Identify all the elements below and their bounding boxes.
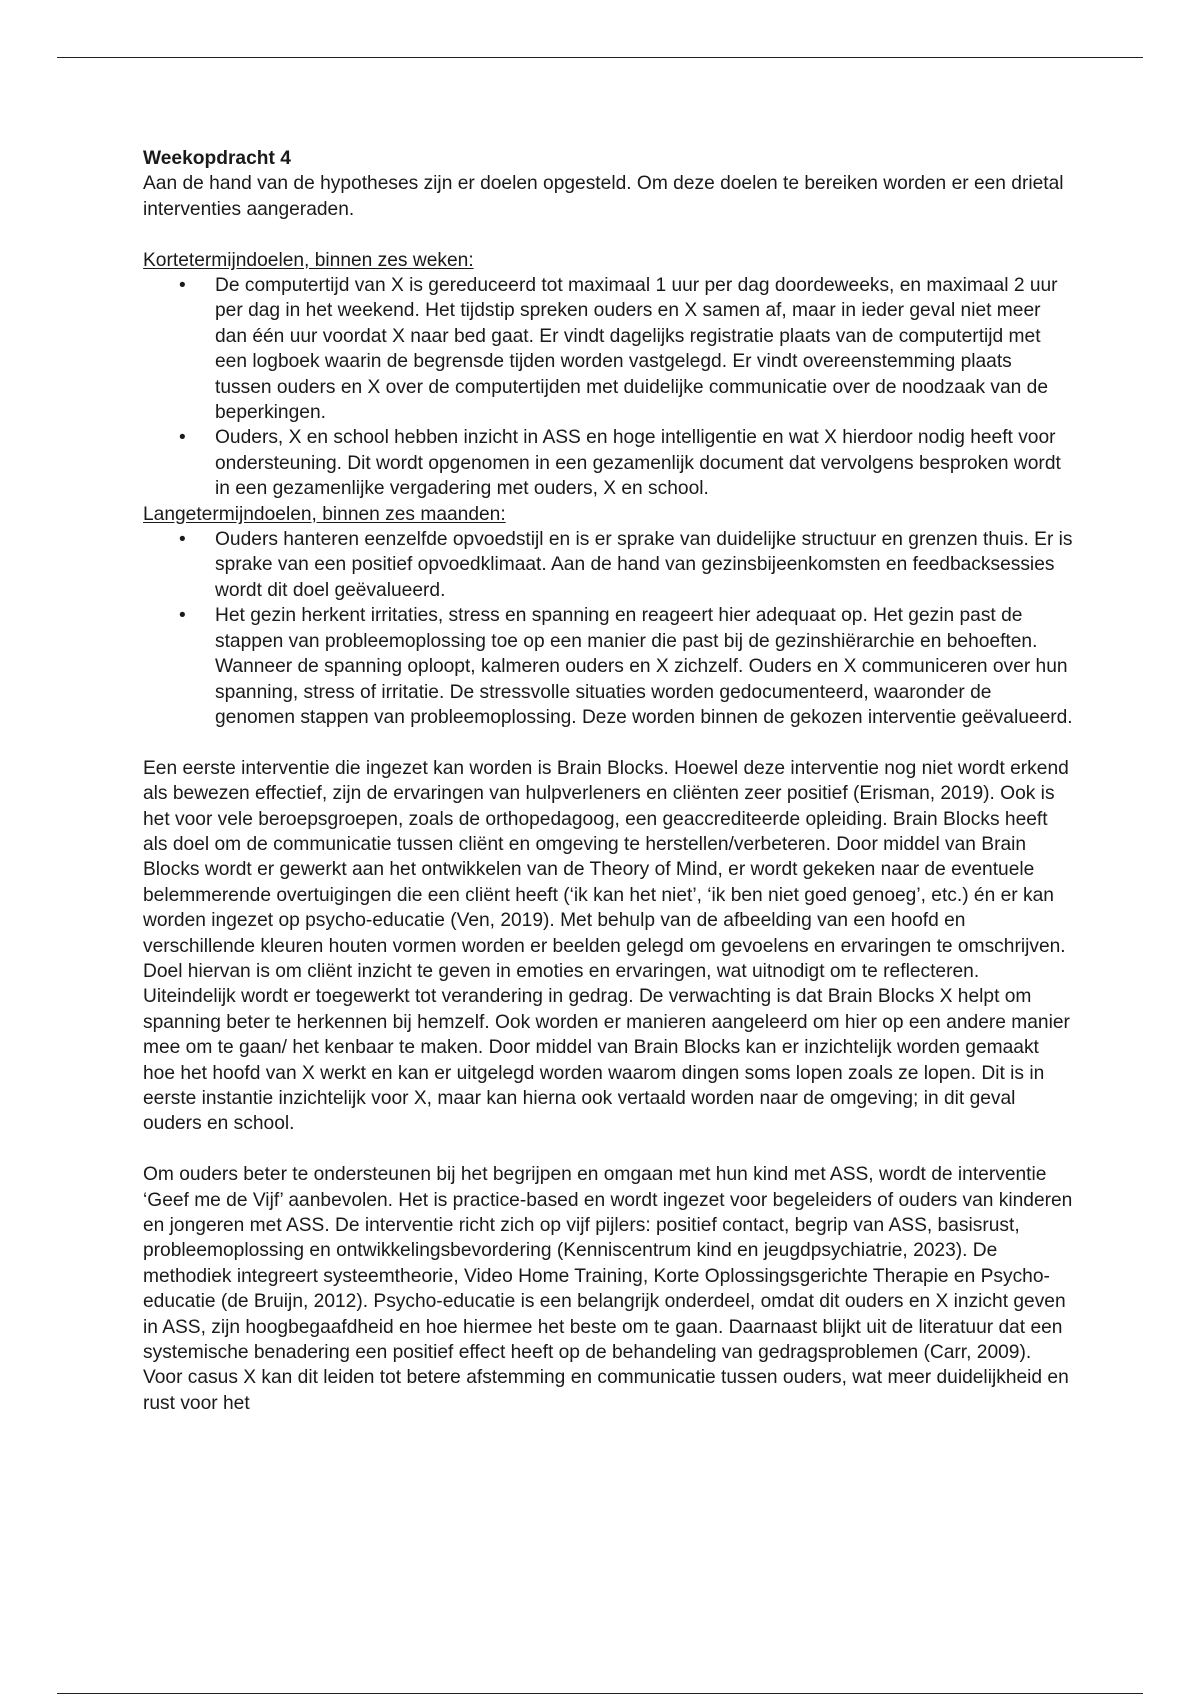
spacer <box>143 222 1073 247</box>
list-item: • Ouders, X en school hebben inzicht in ASS en hoge intelligentie en wat X hierdoor nodig heeft voor ondersteuning. Dit wordt opgenomen in een gezamenlijk document dat vervolgens besproken wordt in een gezamenlijke vergadering met ouders, X en school. <box>215 425 1073 501</box>
brain-blocks-paragraph: Een eerste interventie die ingezet kan worden is Brain Blocks. Hoewel deze interventie nog niet wordt erkend als bewezen effectief, zijn de ervaringen van hulpverleners en cliënten zeer positief (Erisman, 2019). Ook is het voor vele beroepsgroepen, zoals de orthopedagoog, een geaccrediteerde opleiding. Brain Blocks heeft als doel om de communicatie tussen cliënt en omgeving te herstellen/verbeteren. Door middel van Brain Blocks wordt er gewerkt aan het ontwikkelen van de Theory of Mind, er wordt gekeken naar de eventuele belemmerende overtuigingen die een cliënt heeft (‘ik kan het niet’, ‘ik ben niet goed genoeg’, etc.) én er kan worden ingezet op psycho-educatie (Ven, 2019). Met behulp van de afbeelding van een hoofd en verschillende kleuren houten vormen worden er beelden gelegd om gevoelens en ervaringen te omschrijven. Doel hiervan is om cliënt inzicht te geven in emoties en ervaringen, wat uitnodigt om te reflecteren. Uiteindelijk wordt er toegewerkt tot verandering in gedrag. De verwachting is dat Brain Blocks X helpt om spanning beter te herkennen bij hemzelf. Ook worden er manieren aangeleerd om hier op een andere manier mee om te gaan/ het kenbaar te maken. Door middel van Brain Blocks kan er inzichtelijk worden gemaakt hoe het hoofd van X werkt en kan er uitgelegd worden waarom dingen soms lopen zoals ze lopen. Dit is in eerste instantie inzichtelijk voor X, maar kan hierna ook vertaald worden naar de omgeving; in dit geval ouders en school. <box>143 757 1070 1135</box>
long-term-list <box>143 527 1073 730</box>
short-term-heading: Kortetermijndoelen, binnen zes weken: <box>143 249 474 271</box>
list-item: • Het gezin herkent irritaties, stress en spanning en reageert hier adequaat op. Het gezin past de stappen van probleemoplossing toe op een manier die past bij de gezinshiërarchie en behoeften. Wanneer de spanning oploopt, kalmeren ouders en X zichzelf. Ouders en X communiceren over hun spanning, stress of irritatie. De stressvolle situaties worden gedocumenteerd, waaronder de genomen stappen van probleemoplossing. Deze worden binnen de gekozen interventie geëvalueerd. <box>215 603 1073 730</box>
long-term-heading: Langetermijndoelen, binnen zes maanden: <box>143 503 506 525</box>
short-term-list <box>143 273 1073 502</box>
spacer <box>143 730 1073 755</box>
list-item: • Ouders hanteren eenzelfde opvoedstijl en is er sprake van duidelijke structuur en grenzen thuis. Er is sprake van een positief opvoedklimaat. Aan de hand van gezinsbijeenkomsten en feedbacksessies wordt dit doel geëvalueerd. <box>215 527 1073 603</box>
document-title: Weekopdracht 4 <box>143 148 291 169</box>
geef-me-de-vijf-paragraph: Om ouders beter te ondersteunen bij het begrijpen en omgaan met hun kind met ASS, wordt de interventie ‘Geef me de Vijf’ aanbevolen. Het is practice-based en wordt ingezet voor begeleiders of ouders van kinderen en jongeren met ASS. De interventie richt zich op vijf pijlers: positief contact, begrip van ASS, basisrust, probleemoplossing en ontwikkelingsbevordering (Kenniscentrum kind en jeugdpsychiatrie, 2023). De methodiek integreert systeemtheorie, Video Home Training, Korte Oplossingsgerichte Therapie en Psycho-educatie (de Bruijn, 2012). Psycho-educatie is een belangrijk onderdeel, omdat dit ouders en X inzicht geven in ASS, zijn hoogbegaafdheid en hoe hiermee het beste om te gaan. Daarnaast blijkt uit de literatuur dat een systemische benadering een positief effect heeft op de behandeling van gedragsproblemen (Carr, 2009). Voor casus X kan dit leiden tot betere afstemming en communicatie tussen ouders, wat meer duidelijkheid en rust voor het <box>143 1164 1073 1414</box>
spacer <box>143 1137 1073 1162</box>
list-item: • De computertijd van X is gereduceerd tot maximaal 1 uur per dag doordeweeks, en maximaal 2 uur per dag in het weekend. Het tijdstip spreken ouders en X samen af, maar in ieder geval niet meer dan één uur voordat X naar bed gaat. Er vindt dagelijks registratie plaats van de computertijd met een logboek waarin de begrensde tijden worden vastgelegd. Er vindt overeenstemming plaats tussen ouders en X over de computertijden met duidelijke communicatie over de noodzaak van de beperkingen. <box>215 273 1073 425</box>
bottom-rule <box>57 1693 1143 1694</box>
intro-paragraph: Aan de hand van de hypotheses zijn er doelen opgesteld. Om deze doelen te bereiken worden er een drietal interventies aangeraden. <box>143 173 1064 220</box>
document-body <box>143 146 1073 1416</box>
top-rule <box>57 57 1143 58</box>
